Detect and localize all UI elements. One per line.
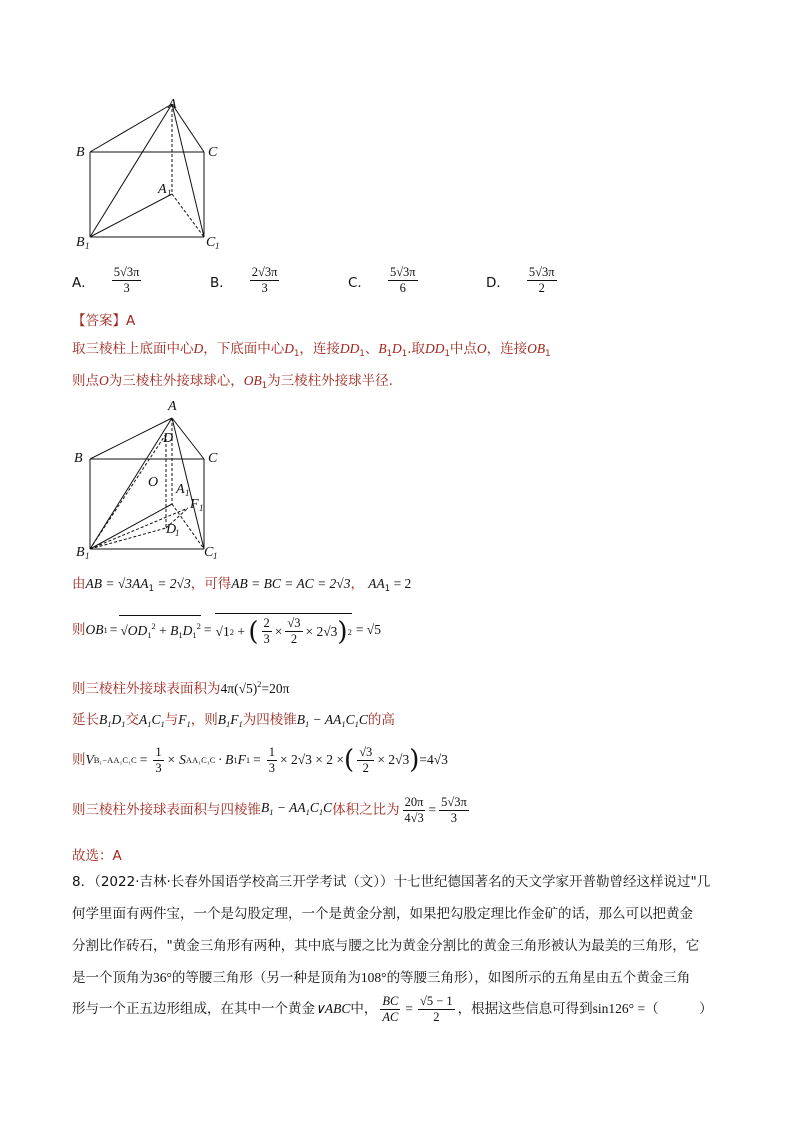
q8-line-2: 何学里面有两件宝，一个是勾股定理，一个是黄金分割，如果把勾股定理比作金矿的话，那么可以把黄金 (72, 906, 693, 922)
svg-text:1: 1 (85, 551, 90, 561)
svg-text:C: C (208, 451, 218, 466)
svg-text:A: A (176, 482, 185, 497)
label-C: C (208, 145, 218, 160)
svg-text:F: F (190, 497, 199, 512)
prism-figure-1 (70, 92, 250, 252)
label-A1: A (158, 182, 167, 197)
option-d[interactable]: D． $\frac{5√3\pi}{2}$ (486, 265, 555, 295)
option-c[interactable]: C． $\frac{5√3\pi}{6}$ (348, 265, 416, 295)
svg-text:1: 1 (185, 488, 190, 498)
svg-text:1: 1 (85, 241, 90, 251)
answer-label: 【答案】A (72, 313, 136, 329)
svg-text:C: C (204, 545, 214, 560)
svg-text:1: 1 (215, 241, 220, 251)
solution-line-7: 则 V B₁−AA₁C₁C = $\frac{1}{3}$ × S AA₁C₁C · B 1 F 1 = $\frac{1}{3}$ × 2√3 × 2 × ( $\frac{√3}{2}$ × 2√3 ) =4√3 (72, 744, 448, 775)
option-b[interactable]: B． $\frac{2√3\pi}{3}$ (210, 265, 278, 295)
label-B1: B (76, 235, 85, 250)
svg-text:D: D (163, 431, 174, 446)
label-C1: C (206, 235, 216, 250)
svg-text:A: A (168, 399, 177, 414)
svg-text:1: 1 (213, 551, 218, 561)
solution-line-3: 由AB = $√3AA_1 = 2√3$，可得AB = BC = AC = 2√3， $AA_1 = 2$ (72, 576, 412, 594)
label-A: A (168, 97, 177, 112)
q8-line-5: 形与一个正五边形组成，在其中一个黄金 ∨ABC 中， $\frac{BC}{AC}$ = $\frac{√5 - 1}{2}$ ，根据这些信息可得到 sin126° = （ ） (72, 993, 713, 1024)
q8-line-4: 是一个顶角为36°的等腰三角形（另一种是顶角为108°的等腰三角形），如图所示的五角星由五个黄金三角 (72, 970, 691, 986)
svg-text:1: 1 (175, 528, 180, 538)
svg-text:D: D (166, 522, 177, 537)
prism-figure-2 (70, 396, 250, 568)
conclusion: 故选：A (72, 848, 122, 864)
solution-line-2: 则点O为三棱柱外接球球心，$OB_1$为三棱柱外接球半径. (72, 373, 393, 391)
q8-line-1: 8．（2022·吉林·长春外国语学校高三开学考试（文））十七世纪德国著名的天文学家开普勒曾经这样说过"几 (72, 874, 711, 890)
solution-line-5: 则三棱柱外接球表面积为$4\pi(√5)^2=20\pi$ (72, 679, 290, 697)
solution-line-1: 取三棱柱上底面中心D，下底面中心$D_1$，连接$DD_1$、$B_1D_1$.取$DD_1$中点O，连接$OB_1$ (72, 341, 551, 359)
solution-line-4: 则 OB 1 = $√OD_1^2 + B_1D_1^2$ = √1 2 + ( $\frac{2}{3}$ × $\frac{√3}{2}$ × 2√3 ) 2 = √5 (72, 610, 381, 650)
svg-text:B: B (76, 545, 85, 560)
svg-text:B: B (74, 451, 83, 466)
solution-line-6: 延长$B_1D_1$交$A_1C_1$与$F_1$，则$B_1F_1$为四棱锥$B_1 - AA_1C_1C$的高 (72, 712, 395, 729)
solution-line-8: 则三棱柱外接球表面积与四棱锥 $B_1 - AA_1C_1C$ 体积之比为 $\frac{20\pi}{4√3}$ = $\frac{5√3\pi}{3}$ (72, 794, 467, 825)
svg-text:1: 1 (199, 503, 204, 513)
option-a[interactable]: A． $\frac{5√3\pi}{3}$ (72, 265, 140, 295)
label-B: B (76, 145, 85, 160)
svg-text:O: O (148, 475, 159, 490)
q8-line-3: 分割比作砖石，"黄金三角形有两种，其中底与腰之比为黄金分割比的黄金三角形被认为最美的三角形，它 (72, 938, 700, 954)
svg-text:1: 1 (167, 188, 172, 198)
